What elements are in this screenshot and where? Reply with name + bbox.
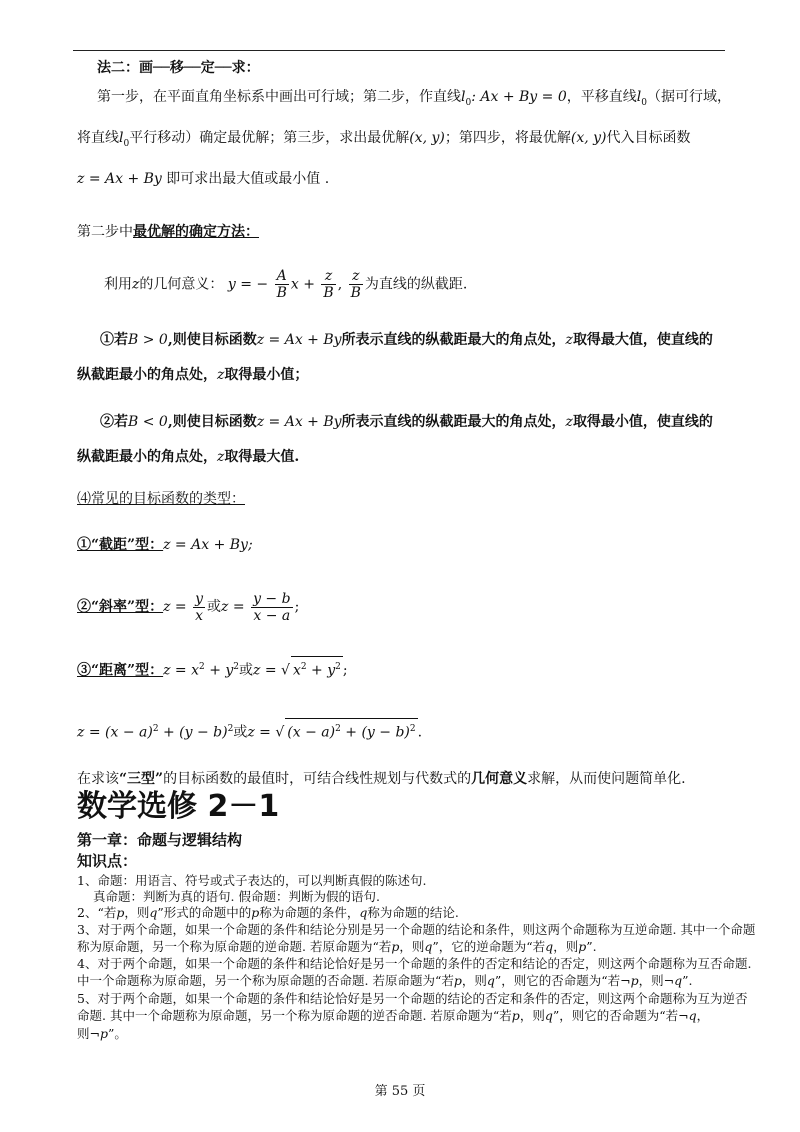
text: ; xyxy=(294,599,300,615)
var-p: p xyxy=(578,939,587,954)
text: ,则使目标函数 xyxy=(167,332,257,348)
text: 将直线 xyxy=(77,130,119,146)
fraction-y-x xyxy=(193,591,205,624)
item-3a: 3、对于两个命题，如果一个命题的条件和结论分别是另一个命题的结论和条件，则这两个命题称为互逆命题. 其中一个命题 xyxy=(77,922,756,937)
text: 的目标函数的最值时，可结合线性规划与代数式的 xyxy=(163,771,472,787)
text: ，平移直线 xyxy=(566,89,637,105)
header-rule xyxy=(73,50,725,51)
var-p: p xyxy=(116,905,125,920)
math: B < 0 xyxy=(128,414,168,430)
sqrt xyxy=(291,656,343,681)
var-q: q xyxy=(359,905,368,920)
num: y xyxy=(195,590,204,607)
method2-line3 xyxy=(77,169,329,189)
var-p: p xyxy=(251,905,260,920)
sup: 2 xyxy=(227,724,234,734)
num: A xyxy=(275,268,289,285)
math: + (y − b) xyxy=(340,724,410,741)
text: ，则 xyxy=(461,973,487,988)
type-label: ③“距离”型： xyxy=(77,662,164,679)
text: 纵截距最小的角点处， xyxy=(77,449,217,465)
text: , xyxy=(337,276,343,293)
math-z: z = Ax + By xyxy=(77,171,162,187)
var-z: z xyxy=(565,332,573,348)
math-xy: (x, y) xyxy=(409,130,445,146)
sub: 0 xyxy=(641,97,647,108)
math: + y xyxy=(204,662,234,679)
var-p: p xyxy=(511,1008,520,1023)
item-1: 1、命题：用语言、符号或式子表达的，可以判断真假的陈述句. xyxy=(77,873,427,888)
num: y − b xyxy=(253,590,291,607)
item-4b xyxy=(77,972,693,989)
not-p: ¬p xyxy=(620,973,639,988)
geometric-meaning xyxy=(104,268,467,301)
math: z = xyxy=(247,724,276,741)
section-title: 数学选修 2－1 xyxy=(77,789,280,824)
math: z = xyxy=(221,599,245,615)
item-2 xyxy=(77,904,459,921)
sup: 2 xyxy=(199,662,205,672)
den: B xyxy=(323,285,334,301)
type-label: ②“斜率”型： xyxy=(77,599,164,615)
math: z = Ax + By xyxy=(256,332,342,348)
sub: 0 xyxy=(465,97,472,108)
knowledge-heading: 知识点： xyxy=(77,852,138,870)
text: 2、“若 xyxy=(77,905,117,920)
text: ”，则它的否命题为“若 xyxy=(494,973,621,988)
var-z: z xyxy=(217,449,225,465)
text: 称为原命题，另一个称为原命题的逆命题. 若原命题为“若 xyxy=(77,939,392,954)
var-p: p xyxy=(391,939,400,954)
conclusion xyxy=(77,769,686,789)
type-distance-2: $z = (x - a)^2 + (y - b)^2$或z = √ $(x - a)^2 + (y - b)^2$ . xyxy=(77,718,422,743)
text: 所表示直线的纵截距最大的角点处， xyxy=(341,332,566,348)
text: ,则使目标函数 xyxy=(167,414,257,430)
method2-line2 xyxy=(77,128,691,154)
math: B > 0 xyxy=(128,332,168,348)
math: z = Ax + By xyxy=(256,414,342,430)
den: x xyxy=(195,607,204,624)
sup: 2 xyxy=(335,724,341,734)
text: 代入目标函数 xyxy=(606,130,691,146)
var-z: z xyxy=(217,367,225,383)
text: ; xyxy=(342,662,348,679)
chapter-title: 第一章：命题与逻辑结构 xyxy=(77,831,243,849)
text: 取得最大值，使直线的 xyxy=(572,332,713,348)
var-q: q xyxy=(149,905,158,920)
var-q: q xyxy=(544,1008,553,1023)
type-distance: ③“距离”型：$z = x^2 + y^2$或z = √ $x^2 + y^2$ ; xyxy=(77,656,348,681)
text: 几何意义 xyxy=(471,771,528,787)
math: z = x xyxy=(163,662,200,679)
text: ”. xyxy=(586,939,597,954)
sqrt xyxy=(285,718,417,743)
text: 取得最小值； xyxy=(224,367,309,383)
math-x: x + xyxy=(290,276,315,293)
num: z xyxy=(321,268,335,285)
text: ，则 xyxy=(519,1008,545,1023)
var-l: l xyxy=(461,89,466,105)
text: 称为命题的结论. xyxy=(367,905,459,920)
text: ；第四步，将最优解 xyxy=(444,130,571,146)
type-intercept xyxy=(77,535,253,555)
text: 中一个命题称为原命题，另一个称为原命题的否命题. 若原命题为“若 xyxy=(77,973,454,988)
text: ， xyxy=(696,1008,710,1023)
sup: 2 xyxy=(152,724,159,734)
math: (x − a) xyxy=(287,724,336,741)
text: 或 xyxy=(207,599,222,615)
type-label: ①“截距”型： xyxy=(77,537,164,553)
den: x − a xyxy=(253,607,291,624)
math: z = Ax + By; xyxy=(163,537,253,553)
type-slope xyxy=(77,590,299,624)
method2-line1 xyxy=(97,87,731,113)
step2-heading xyxy=(77,222,259,242)
text: 第二步中 xyxy=(77,224,133,240)
text: 则 xyxy=(77,1026,90,1041)
text: 取得最大值. xyxy=(224,449,300,465)
text: ”。 xyxy=(108,1026,127,1041)
text: 所表示直线的纵截距最大的角点处， xyxy=(341,414,566,430)
sup: 2 xyxy=(335,662,341,672)
text: ”，它的逆命题为“若 xyxy=(432,939,546,954)
var-l: l xyxy=(119,130,124,146)
math: + y xyxy=(306,662,336,679)
math: + (y − b) xyxy=(158,724,228,741)
text: 称为命题的条件， xyxy=(259,905,360,920)
text: 或 xyxy=(233,724,248,741)
text: 第一步，在平面直角坐标系中画出可行域；第二步，作直线 xyxy=(97,89,461,105)
item-5b xyxy=(77,1007,709,1024)
sup: 2 xyxy=(409,724,416,734)
fraction-z-b xyxy=(321,268,335,301)
not-q: ¬q xyxy=(678,1008,697,1023)
text: ，则 xyxy=(399,939,425,954)
var-z: z xyxy=(565,414,573,430)
text: 的几何意义： xyxy=(139,276,224,293)
not-q: ¬q xyxy=(663,973,683,988)
text: ”，则它的否命题为“若 xyxy=(552,1008,679,1023)
text: ”形式的命题中的 xyxy=(157,905,252,920)
text: 即可求出最大值或最小值 . xyxy=(166,171,330,187)
item-1b: 真命题：判断为真的语句. 假命题：判断为假的语句. xyxy=(93,889,380,904)
text: 求解，从而使问题简单化. xyxy=(527,771,686,787)
math: x xyxy=(292,662,301,679)
text: 为直线的纵截距. xyxy=(364,276,468,293)
text: ，则 xyxy=(124,905,150,920)
item-5a: 5、对于两个命题，如果一个命题的条件和结论恰好是另一个命题的结论的否定和条件的否定，则这两个命题称为互为逆否 xyxy=(77,991,748,1006)
sup: 2 xyxy=(300,662,307,672)
math-y: y = − xyxy=(227,276,269,293)
var-q: q xyxy=(545,939,554,954)
text: ②若 xyxy=(100,414,128,430)
math: z = xyxy=(163,599,187,615)
case2-line2 xyxy=(77,447,299,467)
text: 或 xyxy=(239,662,254,679)
text: . xyxy=(417,724,423,741)
text: ，则 xyxy=(638,973,664,988)
var-q: q xyxy=(424,939,433,954)
case1-line2 xyxy=(77,365,308,385)
item-4a: 4、对于两个命题，如果一个命题的条件和结论恰好是另一个命题的条件的否定和结论的否定，则这两个命题称为互否命题. xyxy=(77,956,752,971)
text: 利用 xyxy=(104,276,132,293)
text: “三型” xyxy=(119,771,164,787)
math-xy: (x, y) xyxy=(570,130,607,146)
den: B xyxy=(276,285,287,301)
var-l: l xyxy=(636,89,642,105)
text: ①若 xyxy=(100,332,128,348)
not-p: ¬p xyxy=(89,1026,108,1041)
text: 命题. 其中一个命题称为原命题，另一个称为原命题的逆否命题. 若原命题为“若 xyxy=(77,1008,512,1023)
math-eq: : Ax + By = 0 xyxy=(471,89,567,105)
math: z = (x − a) xyxy=(77,724,153,741)
fraction-slope xyxy=(251,591,293,624)
text: ”. xyxy=(682,973,693,988)
fraction-z-b-2 xyxy=(349,268,363,301)
item-5c xyxy=(77,1025,127,1042)
text: ，则 xyxy=(553,939,579,954)
case2-line1 xyxy=(100,412,713,432)
math: z = xyxy=(253,662,282,679)
fraction-a-b xyxy=(275,268,289,301)
text: 在求该 xyxy=(77,771,119,787)
step2-title: 最优解的确定方法： xyxy=(133,224,259,240)
text: 纵截距最小的角点处， xyxy=(77,367,217,383)
den: B xyxy=(350,285,361,301)
text: 取得最小值，使直线的 xyxy=(572,414,713,430)
text: （据可行域， xyxy=(646,89,731,105)
var-p: p xyxy=(453,973,462,988)
num: z xyxy=(349,268,363,285)
item-3b xyxy=(77,938,597,955)
method2-title: 法二：画──移──定──求： xyxy=(97,60,260,76)
var-z: z xyxy=(132,276,140,293)
types-heading: ⑷常见的目标函数的类型： xyxy=(77,491,245,507)
page-number: 第 55 页 xyxy=(374,1084,426,1099)
sup: 2 xyxy=(233,662,240,672)
sub: 0 xyxy=(123,138,130,149)
case1-line1 xyxy=(100,330,713,350)
var-q: q xyxy=(486,973,495,988)
text: 平行移动）确定最优解；第三步，求出最优解 xyxy=(129,130,410,146)
